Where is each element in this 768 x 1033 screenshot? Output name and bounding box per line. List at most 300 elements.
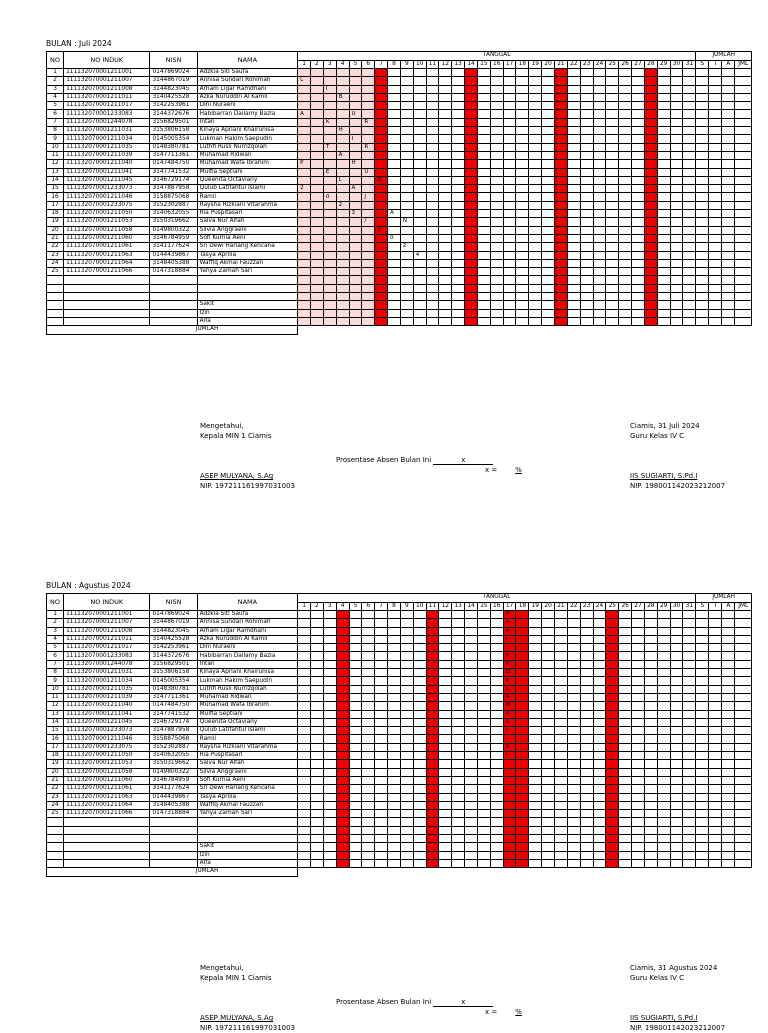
day-cell [465, 793, 478, 801]
day-cell [555, 85, 568, 93]
day-cell [413, 835, 426, 843]
day-cell [375, 843, 388, 851]
day-cell [606, 660, 619, 668]
day-cell [465, 234, 478, 242]
day-cell [529, 843, 542, 851]
empty-cell [47, 843, 64, 851]
student-no: 16 [47, 193, 64, 201]
student-no: 21 [47, 776, 64, 784]
day-cell [413, 226, 426, 234]
day-cell [362, 77, 375, 85]
sum-cell [722, 293, 735, 301]
student-no: 9 [47, 677, 64, 685]
student-row [47, 185, 752, 193]
day-cell [490, 660, 503, 668]
sum-cell [735, 276, 752, 284]
day-cell [516, 85, 529, 93]
day-cell [298, 102, 311, 110]
sum-cell [709, 160, 722, 168]
day-cell [644, 727, 657, 735]
day-cell [490, 168, 503, 176]
day-cell [657, 768, 670, 776]
day-cell [529, 85, 542, 93]
day-cell [644, 201, 657, 209]
day-cell [580, 69, 593, 77]
day-cell [619, 69, 632, 77]
day-cell [362, 693, 375, 701]
day-cell [555, 826, 568, 834]
day-cell [465, 851, 478, 859]
day-cell [362, 293, 375, 301]
day-cell [439, 826, 452, 834]
student-name: Muhamad Wafa Ibrahim [197, 160, 297, 168]
day-cell [580, 102, 593, 110]
day-cell [644, 710, 657, 718]
day-cell [310, 677, 323, 685]
empty-cell [567, 326, 580, 334]
day-cell [657, 193, 670, 201]
day-cell [567, 193, 580, 201]
sum-cell [696, 685, 709, 693]
day-cell [477, 718, 490, 726]
day-cell [477, 801, 490, 809]
student-nisn: 3140425528 [150, 635, 197, 643]
day-cell [388, 843, 401, 851]
day-cell [477, 685, 490, 693]
attendance-mark: A [298, 110, 311, 118]
day-cell [555, 268, 568, 276]
day-cell [503, 135, 516, 143]
day-cell [400, 752, 413, 760]
empty-cell [490, 326, 503, 334]
empty-cell [670, 868, 683, 876]
sum-cell [722, 160, 735, 168]
day-cell [542, 669, 555, 677]
day-cell [593, 801, 606, 809]
day-cell [439, 251, 452, 259]
day-cell [683, 160, 696, 168]
day-cell [632, 135, 645, 143]
sum-cell [722, 859, 735, 867]
month-label: BULAN : Juli 2024 [46, 39, 112, 48]
day-cell [362, 835, 375, 843]
day-cell [375, 301, 388, 309]
day-cell [567, 243, 580, 251]
day-cell [388, 826, 401, 834]
day-cell [439, 793, 452, 801]
day-cell [426, 127, 439, 135]
day-cell [683, 268, 696, 276]
day-cell [606, 718, 619, 726]
day-cell [298, 210, 311, 218]
day-cell [632, 151, 645, 159]
student-no: 8 [47, 127, 64, 135]
day-cell [683, 284, 696, 292]
day-cell [490, 143, 503, 151]
day-cell [452, 611, 465, 619]
day-cell [439, 652, 452, 660]
day-cell [477, 627, 490, 635]
day-header-4: 4 [336, 602, 349, 611]
day-cell [593, 110, 606, 118]
day-cell [593, 776, 606, 784]
day-cell [555, 843, 568, 851]
day-cell [619, 810, 632, 818]
day-cell [362, 793, 375, 801]
day-cell [657, 835, 670, 843]
day-cell [619, 143, 632, 151]
sum-cell [696, 218, 709, 226]
day-cell [362, 102, 375, 110]
day-cell [375, 826, 388, 834]
sum-cell [709, 226, 722, 234]
student-nisn: 3153806158 [150, 669, 197, 677]
day-cell [644, 268, 657, 276]
day-header-18: 18 [516, 60, 529, 69]
sum-cell [735, 201, 752, 209]
day-cell [452, 251, 465, 259]
day-cell [426, 301, 439, 309]
student-no-induk: 111132070001211046 [64, 735, 150, 743]
empty-cell [529, 326, 542, 334]
sum-jml-header: JML [735, 602, 752, 611]
day-cell [555, 118, 568, 126]
day-cell [555, 210, 568, 218]
day-cell [426, 660, 439, 668]
day-cell [336, 276, 349, 284]
day-cell [388, 743, 401, 751]
empty-cell [657, 326, 670, 334]
day-cell [516, 309, 529, 317]
day-cell [516, 268, 529, 276]
day-cell [452, 226, 465, 234]
col-nisn-header: NISN [150, 594, 197, 611]
day-cell [606, 818, 619, 826]
day-cell [400, 93, 413, 101]
empty-cell [323, 326, 336, 334]
day-cell [516, 644, 529, 652]
day-cell [606, 669, 619, 677]
day-cell [323, 727, 336, 735]
empty-cell [47, 317, 64, 325]
day-cell [529, 826, 542, 834]
day-cell [644, 243, 657, 251]
student-name: Lukman Hakim Saepudin [197, 135, 297, 143]
day-cell [400, 193, 413, 201]
day-cell [490, 185, 503, 193]
student-name: Dini Nuraeni [197, 102, 297, 110]
day-cell [670, 293, 683, 301]
day-cell [606, 201, 619, 209]
day-cell [298, 276, 311, 284]
day-cell [413, 760, 426, 768]
day-cell [567, 735, 580, 743]
day-cell [644, 160, 657, 168]
sum-cell [735, 309, 752, 317]
day-cell [323, 669, 336, 677]
day-cell [452, 859, 465, 867]
day-cell [644, 176, 657, 184]
empty-cell [580, 326, 593, 334]
day-cell [439, 635, 452, 643]
day-cell [400, 160, 413, 168]
day-cell [683, 77, 696, 85]
day-cell [555, 110, 568, 118]
day-cell [542, 685, 555, 693]
empty-cell [197, 284, 297, 292]
day-cell [683, 859, 696, 867]
day-header-30: 30 [670, 602, 683, 611]
tanggal-header: TANGGAL [298, 52, 696, 61]
day-cell [670, 276, 683, 284]
day-cell [413, 93, 426, 101]
day-cell [683, 110, 696, 118]
day-cell [362, 301, 375, 309]
day-cell [580, 268, 593, 276]
empty-cell [64, 309, 150, 317]
day-header-26: 26 [619, 60, 632, 69]
day-cell [400, 201, 413, 209]
sum-cell [709, 234, 722, 242]
day-cell [542, 234, 555, 242]
student-nisn: 3146729174 [150, 718, 197, 726]
sum-cell [709, 151, 722, 159]
sum-cell [735, 69, 752, 77]
day-cell [375, 210, 388, 218]
col-nama-header: NAMA [197, 594, 297, 611]
day-cell [477, 660, 490, 668]
day-cell [542, 735, 555, 743]
jumlah-row [47, 868, 752, 876]
day-header-3: 3 [323, 60, 336, 69]
sum-cell [735, 284, 752, 292]
day-cell [490, 801, 503, 809]
day-cell [657, 826, 670, 834]
sum-cell [722, 835, 735, 843]
student-row [47, 652, 752, 660]
day-cell [670, 710, 683, 718]
day-cell [490, 835, 503, 843]
day-cell [580, 702, 593, 710]
day-cell [670, 685, 683, 693]
day-cell [400, 226, 413, 234]
day-cell [375, 669, 388, 677]
student-name: Silvia Anggraeni [197, 768, 297, 776]
empty-cell [362, 868, 375, 876]
day-cell [426, 793, 439, 801]
day-cell [400, 627, 413, 635]
day-cell [310, 611, 323, 619]
day-cell [657, 102, 670, 110]
signature-space [630, 441, 725, 471]
day-cell [310, 293, 323, 301]
day-cell [477, 760, 490, 768]
sum-cell [696, 93, 709, 101]
day-cell [606, 793, 619, 801]
student-row [47, 752, 752, 760]
attendance-mark: / [362, 218, 375, 226]
student-name: Yahya Zamah Sari [197, 810, 297, 818]
day-cell [619, 826, 632, 834]
day-cell [683, 301, 696, 309]
day-cell [529, 768, 542, 776]
student-name: Dini Nuraeni [197, 644, 297, 652]
day-cell [542, 151, 555, 159]
day-cell [657, 669, 670, 677]
day-cell [580, 151, 593, 159]
day-cell [606, 135, 619, 143]
empty-cell [400, 326, 413, 334]
day-cell [310, 702, 323, 710]
day-cell [426, 743, 439, 751]
attendance-mark: J [362, 193, 375, 201]
day-cell [465, 702, 478, 710]
student-name: Luthfi Rusli Nurrizqolah [197, 143, 297, 151]
day-cell [362, 727, 375, 735]
student-nisn: 3146784959 [150, 234, 197, 242]
day-cell [644, 752, 657, 760]
day-header-2: 2 [310, 60, 323, 69]
day-cell [580, 210, 593, 218]
day-cell [375, 743, 388, 751]
student-no: 18 [47, 210, 64, 218]
signature-space [200, 983, 295, 1013]
day-cell [593, 735, 606, 743]
day-cell [555, 611, 568, 619]
empty-cell [606, 868, 619, 876]
day-cell [477, 785, 490, 793]
day-cell [580, 768, 593, 776]
student-no: 25 [47, 268, 64, 276]
day-cell [426, 818, 439, 826]
day-cell [323, 710, 336, 718]
day-cell [542, 69, 555, 77]
day-cell [452, 243, 465, 251]
day-cell [388, 69, 401, 77]
day-cell [516, 185, 529, 193]
day-cell [388, 168, 401, 176]
day-cell [542, 243, 555, 251]
day-cell [375, 776, 388, 784]
day-cell [413, 69, 426, 77]
day-cell [375, 752, 388, 760]
day-cell [323, 102, 336, 110]
student-no: 7 [47, 660, 64, 668]
attendance-mark: 2 [400, 243, 413, 251]
sum-cell [696, 268, 709, 276]
day-cell [336, 193, 349, 201]
day-cell [323, 801, 336, 809]
day-cell [657, 218, 670, 226]
day-cell [413, 752, 426, 760]
day-cell [362, 210, 375, 218]
day-cell [555, 77, 568, 85]
day-cell [542, 259, 555, 267]
sum-cell [696, 859, 709, 867]
day-cell [670, 268, 683, 276]
day-cell [555, 284, 568, 292]
day-cell [606, 110, 619, 118]
sum-cell [722, 127, 735, 135]
day-cell [580, 760, 593, 768]
day-cell [375, 259, 388, 267]
day-cell [619, 268, 632, 276]
student-name: Sofi Kurnia Aeni [197, 234, 297, 242]
day-cell [683, 251, 696, 259]
day-cell [298, 619, 311, 627]
student-name: Intan [197, 118, 297, 126]
day-cell [516, 276, 529, 284]
student-no-induk: 111132070001211041 [64, 710, 150, 718]
student-row [47, 810, 752, 818]
day-cell [619, 859, 632, 867]
empty-cell [310, 326, 323, 334]
day-cell [375, 818, 388, 826]
day-cell [310, 176, 323, 184]
sum-cell [696, 251, 709, 259]
empty-cell [47, 818, 64, 826]
day-cell [683, 218, 696, 226]
day-cell [298, 752, 311, 760]
day-cell [362, 268, 375, 276]
student-name: Silvia Anggraeni [197, 226, 297, 234]
day-cell [298, 826, 311, 834]
student-name: Ramli [197, 193, 297, 201]
day-cell [555, 793, 568, 801]
guru-signature-block [630, 421, 725, 491]
day-cell [657, 644, 670, 652]
student-name: Waffiq Akmal Fauzzan [197, 801, 297, 809]
sum-cell [722, 785, 735, 793]
day-cell [632, 293, 645, 301]
student-nisn: 0147484750 [150, 160, 197, 168]
sum-cell [709, 851, 722, 859]
sum-cell [696, 69, 709, 77]
day-cell [349, 259, 362, 267]
day-cell [388, 118, 401, 126]
mengetahui-text: Mengetahui, [200, 422, 244, 430]
day-cell [683, 317, 696, 325]
day-cell [400, 293, 413, 301]
day-cell [426, 201, 439, 209]
day-cell [465, 627, 478, 635]
day-cell [580, 143, 593, 151]
day-cell [516, 611, 529, 619]
day-cell [336, 226, 349, 234]
day-cell [593, 251, 606, 259]
sum-cell [709, 259, 722, 267]
day-cell [400, 743, 413, 751]
empty-cell [362, 326, 375, 334]
day-cell [362, 669, 375, 677]
day-cell [619, 102, 632, 110]
day-cell [632, 768, 645, 776]
kepala-signature-block [200, 963, 295, 1033]
day-cell [593, 85, 606, 93]
day-cell [375, 851, 388, 859]
day-cell [477, 710, 490, 718]
day-cell [452, 143, 465, 151]
day-cell [439, 143, 452, 151]
day-cell [670, 702, 683, 710]
day-cell [516, 102, 529, 110]
attendance-mark: R [362, 143, 375, 151]
day-cell [555, 801, 568, 809]
day-cell [593, 627, 606, 635]
day-cell [413, 210, 426, 218]
day-cell [490, 776, 503, 784]
sum-cell [709, 201, 722, 209]
